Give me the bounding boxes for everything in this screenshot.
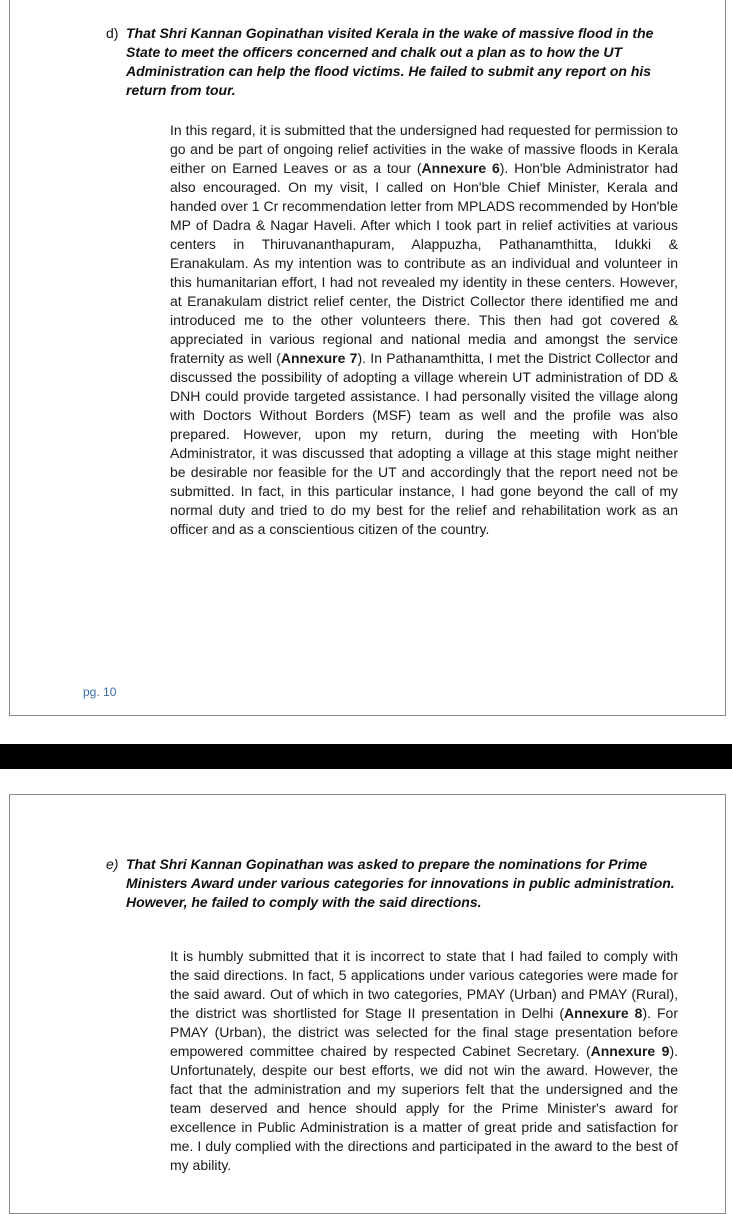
allegation-d-marker: d) [106, 25, 119, 41]
allegation-d-text: That Shri Kannan Gopinathan visited Kerala in the wake of massive flood in the State to meet the officers concerned and chalk out a plan as to how the UT Administration can help the flood victims. He failed to submit any report on his return from tour. [126, 25, 654, 98]
response-d-text-3: ). In Pathanamthitta, I met the District Collector and discussed the possibility of adopting a village wherein UT administration of DD & DNH could provide targeted assistance. I had personally visited the village along with Doctors Without Borders (MSF) team as well and the profile was also prepared. However, upon my return, during the meeting with Hon'ble Administrator, it was discussed that adopting a village at this stage might neither be desirable nor feasible for the UT and accordingly that the report need not be submitted. In fact, in this particular instance, I had gone beyond the call of my normal duty and tried to do my best for the relief and rehabilitation work as an officer and as a conscientious citizen of the country. [170, 350, 679, 537]
annexure-7-reference: Annexure 7 [280, 350, 358, 366]
response-d-text-1: In this regard, it is submitted that the undersigned had requested for permission to go and be part of ongoing relief activities in the wake of massive floods in Kerala either on Earned Leaves or as a tour ( [170, 122, 678, 176]
response-e-text-3: ). Unfortunately, despite our best efforts, we did not win the award. However, the fact that the administration and my superiors felt that the undersigned and the team deserved and hence should apply for the Prime Minister's award for excellence in Public Administration is a matter of great pride and satisfaction for me. I duly complied with the directions and participated in the award to the best of my ability. [170, 1043, 678, 1173]
page-separator-bar [0, 744, 732, 769]
allegation-e-marker: e) [106, 856, 119, 872]
document-page-10 [9, 0, 726, 716]
response-d-text-2: ). Hon'ble Administrator had also encouraged. On my visit, I called on Hon'ble Chief Minister, Kerala and handed over 1 Cr recommendation letter from MPLADS recommended by Hon'ble MP of Dadra & Nagar Haveli. After which I took part in relief activities at various centers in Thiruvananthapuram, Alappuzha, Pathanamthitta, Idukki & Eranakulam. As my intention was to contribute as an individual and volunteer in this humanitarian effort, I had not revealed my identity in these centers. However, at Eranakulam district relief center, the District Collector there identified me and introduced me to the other volunteers there. This then had got covered & appreciated in various regional and national media and amongst the service fraternity as well ( [170, 160, 678, 366]
annexure-8-reference: Annexure 8 [564, 1005, 643, 1021]
response-e-text-2: ). For PMAY (Urban), the district was selected for the final stage presentation before empowered committee chaired by respected Cabinet Secretary. ( [170, 1005, 679, 1059]
allegation-e-text: That Shri Kannan Gopinathan was asked to prepare the nominations for Prime Ministers Award under various categories for innovations in public administration. However, he failed to comply with the said directions. [126, 856, 675, 910]
page-number: pg. 10 [83, 685, 117, 699]
annexure-6-reference: Annexure 6 [421, 160, 500, 176]
allegation-e-heading [106, 855, 678, 912]
document-page-11 [9, 794, 726, 1214]
response-e-text-1: It is humbly submitted that it is incorrect to state that I had failed to comply with the said directions. In fact, 5 applications under various categories were made for the said award. Out of which in two categories, PMAY (Urban) and PMAY (Rural), the district was shortlisted for Stage II presentation in Delhi ( [170, 948, 678, 1021]
allegation-d-heading [106, 24, 678, 100]
annexure-9-reference: Annexure 9 [590, 1043, 670, 1059]
response-e-paragraph [170, 947, 678, 1175]
response-d-paragraph [170, 121, 678, 539]
